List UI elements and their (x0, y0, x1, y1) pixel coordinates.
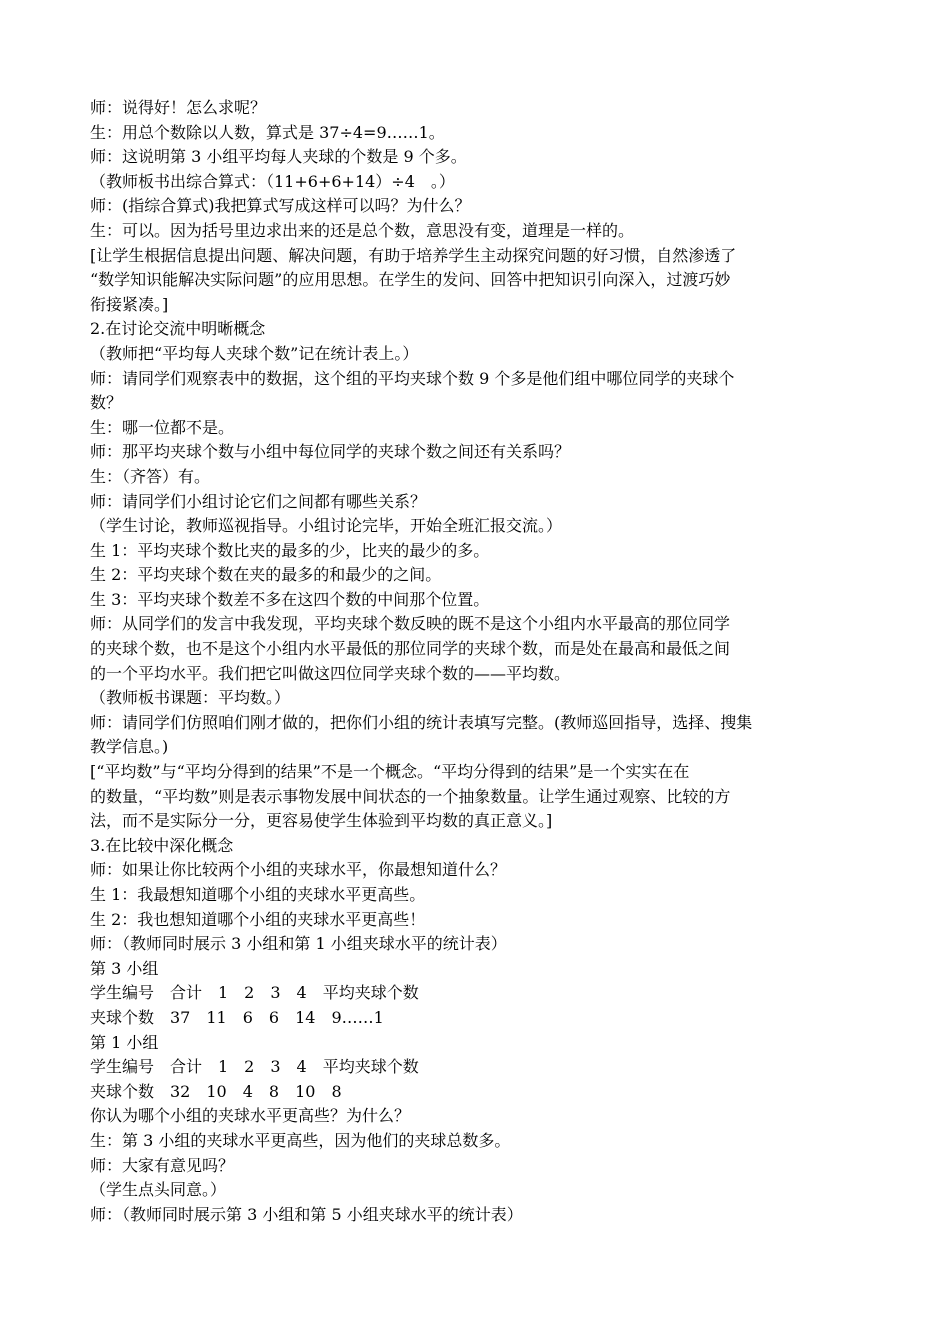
text-line: 师：请同学们观察表中的数据，这个组的平均夹球个数 9 个多是他们组中哪位同学的夹球个 (90, 368, 735, 388)
text-line: （教师板书出综合算式：（11+6+6+14）÷4 。） (90, 171, 455, 191)
text-line: 师：这说明第 3 小组平均每人夹球的个数是 9 个多。 (90, 147, 467, 167)
text-line: 生 1：平均夹球个数比夹的最多的少，比夹的最少的多。 (90, 540, 490, 560)
text-line: 2.在讨论交流中明晰概念 (90, 319, 266, 339)
text-line: 生：（齐答）有。 (90, 466, 211, 486)
text-line: 师：(指综合算式)我把算式写成这样可以吗？为什么？ (90, 196, 471, 216)
text-line: 生：用总个数除以人数，算式是 37÷4=9……1。 (90, 122, 445, 142)
text-line: 第 1 小组 (90, 1032, 159, 1052)
text-line: 数？ (90, 393, 123, 413)
text-line: 教学信息。) (90, 737, 169, 757)
text-line: 师：（教师同时展示 3 小组和第 1 小组夹球水平的统计表） (90, 934, 507, 954)
text-line: 的一个平均水平。我们把它叫做这四位同学夹球个数的——平均数。 (90, 663, 571, 683)
text-line: “数学知识能解决实际问题”的应用思想。在学生的发问、回答中把知识引向深入，过渡巧妙 (90, 270, 731, 290)
text-line: 学生编号 合计 1 2 3 4 平均夹球个数 (90, 983, 419, 1003)
text-line: 生 1：我最想知道哪个小组的夹球水平更高些。 (90, 885, 426, 904)
text-line: （学生讨论，教师巡视指导。小组讨论完毕，开始全班汇报交流。） (90, 516, 563, 536)
text-line: 生：第 3 小组的夹球水平更高些，因为他们的夹球总数多。 (90, 1130, 511, 1150)
text-line: 师：从同学们的发言中我发现，平均夹球个数反映的既不是这个小组内水平最高的那位同学 (90, 614, 731, 634)
text-line: 第 3 小组 (90, 958, 159, 978)
text-line: [“平均数”与“平均分得到的结果”不是一个概念。“平均分得到的结果”是一个实实在在 (90, 762, 690, 782)
text-line: 师：如果让你比较两个小组的夹球水平，你最想知道什么？ (90, 860, 507, 880)
text-line: 生 2：平均夹球个数在夹的最多的和最少的之间。 (90, 565, 442, 585)
text-line: （教师把“平均每人夹球个数”记在统计表上。） (90, 343, 419, 363)
text-line: 3.在比较中深化概念 (90, 835, 234, 855)
document-page (90, 96, 870, 1227)
text-line: 师：（教师同时展示第 3 小组和第 5 小组夹球水平的统计表） (90, 1204, 523, 1224)
text-line: （学生点头同意。） (90, 1180, 227, 1200)
text-line: 生：可以。因为括号里边求出来的还是总个数，意思没有变，道理是一样的。 (90, 220, 635, 240)
text-line: 师：说得好！怎么求呢？ (90, 98, 267, 117)
text-line: 的夹球个数，也不是这个小组内水平最低的那位同学的夹球个数，而是处在最高和最低之间 (90, 639, 731, 659)
text-line: 师：那平均夹球个数与小组中每位同学的夹球个数之间还有关系吗？ (90, 442, 571, 462)
text-line: 法，而不是实际分一分，更容易使学生体验到平均数的真正意义。] (90, 811, 553, 831)
text-line: 夹球个数 37 11 6 6 14 9……1 (90, 1007, 384, 1027)
text-line: 衔接紧凑。] (90, 294, 169, 314)
text-line: 你认为哪个小组的夹球水平更高些？为什么？ (90, 1106, 411, 1126)
text-line: 师：请同学们小组讨论它们之间都有哪些关系？ (90, 491, 427, 511)
text-line: 夹球个数 32 10 4 8 10 8 (90, 1081, 342, 1101)
text-line: [让学生根据信息提出问题、解决问题，有助于培养学生主动探究问题的好习惯，自然渗透了 (90, 245, 737, 265)
text-line: 生：哪一位都不是。 (90, 417, 235, 437)
text-line: 学生编号 合计 1 2 3 4 平均夹球个数 (90, 1057, 419, 1077)
text-line: 师：请同学们仿照咱们刚才做的，把你们小组的统计表填写完整。(教师巡回指导，选择、搜集 (90, 712, 753, 732)
text-line: 师：大家有意见吗？ (90, 1155, 235, 1175)
text-line: 生 3：平均夹球个数差不多在这四个数的中间那个位置。 (90, 589, 490, 609)
text-line: 的数量，“平均数”则是表示事物发展中间状态的一个抽象数量。让学生通过观察、比较的方 (90, 786, 731, 806)
text-line: （教师板书课题：平均数。） (90, 688, 291, 708)
text-line: 生 2：我也想知道哪个小组的夹球水平更高些！ (90, 909, 426, 929)
